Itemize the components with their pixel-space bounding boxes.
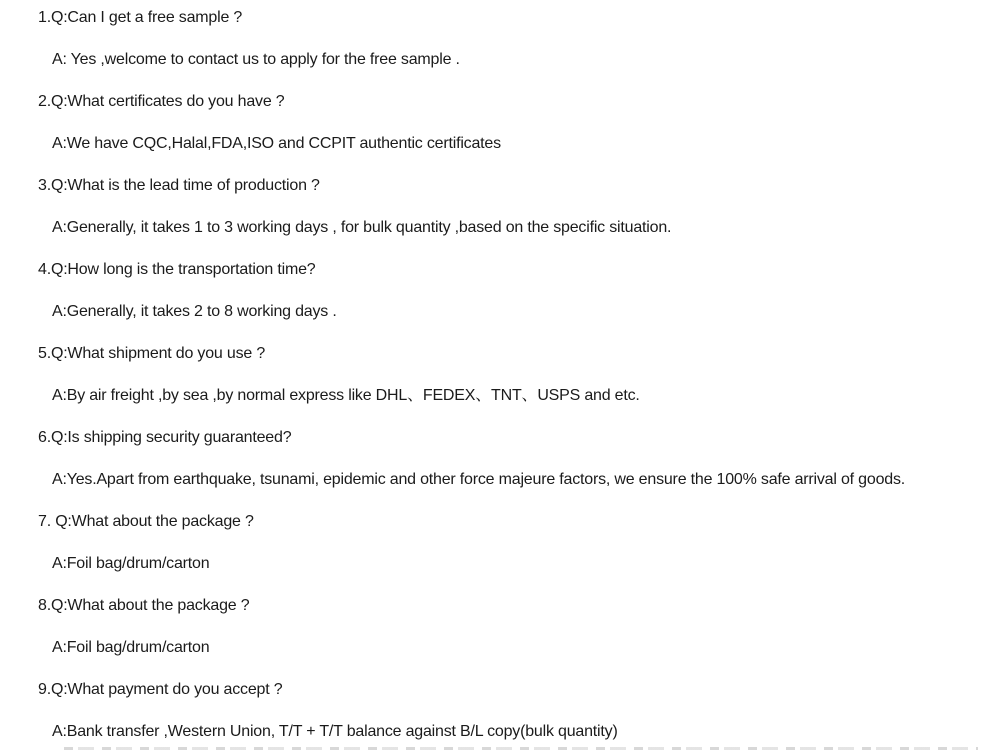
faq-answer: A:Foil bag/drum/carton	[52, 639, 210, 656]
faq-question: 1.Q:Can I get a free sample ?	[38, 9, 243, 26]
faq-question: 6.Q:Is shipping security guaranteed?	[38, 429, 292, 446]
faq-question: 5.Q:What shipment do you use ?	[38, 345, 266, 362]
faq-question: 7. Q:What about the package ?	[38, 513, 254, 530]
faq-answer: A:Generally, it takes 2 to 8 working days .	[52, 303, 337, 320]
faq-question: 2.Q:What certificates do you have ?	[38, 93, 285, 110]
faq-answer: A:By air freight ,by sea ,by normal express like DHL、FEDEX、TNT、USPS and etc.	[52, 387, 640, 404]
faq-question: 3.Q:What is the lead time of production ?	[38, 177, 320, 194]
faq-answer: A:We have CQC,Halal,FDA,ISO and CCPIT authentic certificates	[52, 135, 501, 152]
faq-answer: A:Foil bag/drum/carton	[52, 555, 210, 572]
faq-question: 9.Q:What payment do you accept ?	[38, 681, 283, 698]
faq-answer: A:Generally, it takes 1 to 3 working days , for bulk quantity ,based on the specific situation.	[52, 219, 672, 236]
faq-answer: A:Yes.Apart from earthquake, tsunami, epidemic and other force majeure factors, we ensure the 100% safe arrival of goods.	[52, 471, 906, 488]
faq-answer: A:Bank transfer ,Western Union, T/T + T/T balance against B/L copy(bulk quantity)	[52, 723, 618, 740]
faq-answer: A: Yes ,welcome to contact us to apply for the free sample .	[52, 51, 460, 68]
faq-question: 8.Q:What about the package ?	[38, 597, 250, 614]
faq-question: 4.Q:How long is the transportation time?	[38, 261, 316, 278]
